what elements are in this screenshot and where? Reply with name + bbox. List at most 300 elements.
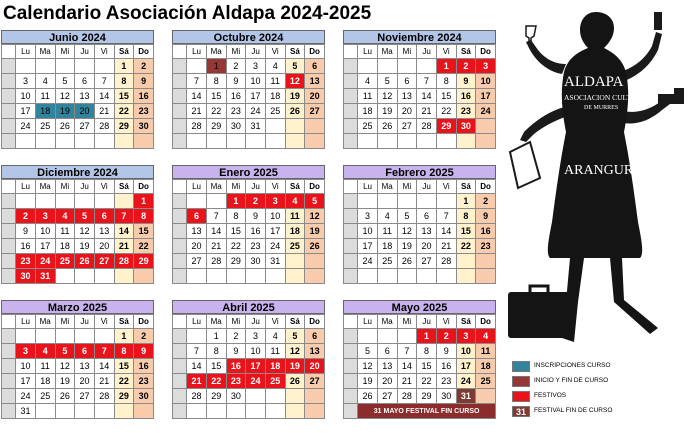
day-cell: 17 [246, 359, 266, 374]
empty-cell [285, 404, 305, 419]
empty-cell [397, 59, 417, 74]
day-cell: 2 [226, 59, 246, 74]
day-cell: 20 [305, 89, 325, 104]
day-cell: 14 [397, 359, 417, 374]
day-cell: 14 [206, 224, 226, 239]
day-cell: 18 [285, 224, 305, 239]
day-cell: 24 [358, 254, 378, 269]
logo-name: ALDAPA [564, 74, 624, 90]
day-cell: 20 [94, 239, 114, 254]
day-cell: 6 [75, 74, 95, 89]
row-edge [2, 209, 16, 224]
row-edge [173, 239, 187, 254]
empty-cell [94, 404, 114, 419]
day-cell: 5 [55, 74, 75, 89]
row-edge [2, 359, 16, 374]
weekday-header: Ju [75, 45, 95, 59]
empty-cell [206, 269, 226, 284]
day-cell: 29 [114, 119, 134, 134]
day-cell: 31 [246, 119, 266, 134]
empty-cell [187, 269, 207, 284]
day-cell: 5 [285, 59, 305, 74]
day-cell: 1 [114, 329, 134, 344]
day-cell: 22 [417, 374, 437, 389]
logo-subtitle: ASOCIACION CULTURAL [564, 93, 652, 102]
weekday-header: Ma [35, 45, 55, 59]
row-edge [344, 359, 358, 374]
weekday-header: Mi [397, 45, 417, 59]
row-edge [2, 344, 16, 359]
row-edge [173, 89, 187, 104]
empty-cell [55, 404, 75, 419]
empty-cell [134, 134, 154, 149]
day-cell: 12 [377, 89, 397, 104]
weekday-header: Vi [265, 315, 285, 329]
weekday-header: Ju [75, 180, 95, 194]
empty-cell [75, 269, 95, 284]
day-cell: 27 [377, 389, 397, 404]
day-cell: 7 [114, 209, 134, 224]
day-cell: 28 [436, 254, 456, 269]
day-cell: 19 [285, 89, 305, 104]
day-cell: 14 [114, 224, 134, 239]
day-cell: 11 [55, 224, 75, 239]
day-cell: 11 [476, 344, 496, 359]
weekday-header: Ma [377, 45, 397, 59]
empty-cell [246, 404, 266, 419]
row-edge [2, 404, 16, 419]
day-cell: 2 [134, 59, 154, 74]
weekday-header: Mi [55, 315, 75, 329]
weekday-header: Mi [226, 45, 246, 59]
day-cell: 22 [114, 374, 134, 389]
empty-cell [114, 269, 134, 284]
empty-cell [114, 404, 134, 419]
day-cell: 23 [16, 254, 36, 269]
row-edge [2, 180, 16, 194]
day-cell: 5 [358, 344, 378, 359]
empty-cell [265, 119, 285, 134]
day-cell: 28 [417, 119, 437, 134]
weekday-header: Vi [94, 180, 114, 194]
day-cell: 18 [35, 374, 55, 389]
empty-cell [114, 134, 134, 149]
row-edge [344, 404, 358, 419]
day-cell: 11 [35, 359, 55, 374]
day-cell: 1 [226, 194, 246, 209]
day-cell: 7 [94, 344, 114, 359]
day-cell: 23 [456, 104, 476, 119]
day-cell: 1 [436, 59, 456, 74]
day-cell: 7 [206, 209, 226, 224]
row-edge [2, 74, 16, 89]
month-octubre-2024 [172, 30, 325, 149]
day-cell: 4 [265, 329, 285, 344]
weekday-header: Ma [35, 315, 55, 329]
day-cell: 4 [265, 59, 285, 74]
empty-cell [377, 59, 397, 74]
day-cell: 23 [134, 104, 154, 119]
row-edge [2, 89, 16, 104]
day-cell: 27 [187, 254, 207, 269]
day-cell: 22 [134, 239, 154, 254]
day-cell: 23 [246, 239, 266, 254]
day-cell: 24 [246, 374, 266, 389]
day-cell: 9 [16, 224, 36, 239]
day-cell: 6 [94, 209, 114, 224]
day-cell: 4 [476, 329, 496, 344]
day-cell: 28 [94, 389, 114, 404]
day-cell: 24 [476, 104, 496, 119]
day-cell: 4 [377, 209, 397, 224]
legend-swatch [512, 391, 530, 402]
day-cell: 20 [187, 239, 207, 254]
day-cell: 26 [55, 119, 75, 134]
weekday-header: Lu [16, 45, 36, 59]
weekday-header: Ju [417, 315, 437, 329]
day-cell: 17 [16, 374, 36, 389]
day-cell: 13 [75, 359, 95, 374]
row-edge [173, 209, 187, 224]
day-cell: 1 [417, 329, 437, 344]
day-cell: 7 [94, 74, 114, 89]
empty-cell [358, 269, 378, 284]
day-cell: 8 [114, 344, 134, 359]
empty-cell [305, 119, 325, 134]
silhouette-logo [500, 2, 693, 352]
day-cell: 6 [305, 59, 325, 74]
day-cell: 17 [265, 224, 285, 239]
empty-cell [265, 269, 285, 284]
row-edge [2, 254, 16, 269]
empty-cell [94, 269, 114, 284]
day-cell: 6 [417, 209, 437, 224]
empty-cell [134, 269, 154, 284]
day-cell: 15 [417, 359, 437, 374]
day-cell: 21 [397, 374, 417, 389]
empty-cell [305, 389, 325, 404]
day-cell: 19 [305, 224, 325, 239]
empty-cell [265, 404, 285, 419]
day-cell: 24 [265, 239, 285, 254]
day-cell: 19 [55, 374, 75, 389]
day-cell: 28 [206, 254, 226, 269]
row-edge [173, 374, 187, 389]
weekday-header: Vi [94, 45, 114, 59]
day-cell: 21 [436, 239, 456, 254]
row-edge [344, 344, 358, 359]
day-cell: 31 [456, 389, 476, 404]
row-edge [344, 180, 358, 194]
day-cell: 29 [436, 119, 456, 134]
empty-cell [16, 329, 36, 344]
month-enero-2025 [172, 165, 325, 284]
month-title: Octubre 2024 [172, 30, 325, 44]
empty-cell [16, 59, 36, 74]
empty-cell [187, 59, 207, 74]
day-cell: 18 [55, 239, 75, 254]
row-edge [173, 45, 187, 59]
day-cell: 3 [476, 59, 496, 74]
month-title: Febrero 2025 [343, 165, 496, 179]
row-edge [344, 329, 358, 344]
day-cell: 11 [265, 74, 285, 89]
weekday-header: Vi [436, 45, 456, 59]
day-cell: 21 [206, 239, 226, 254]
empty-cell [358, 59, 378, 74]
day-cell: 7 [436, 209, 456, 224]
day-cell: 1 [206, 329, 226, 344]
day-cell: 9 [476, 209, 496, 224]
row-edge [2, 59, 16, 74]
day-cell: 28 [114, 254, 134, 269]
weekday-header: Mi [397, 180, 417, 194]
weekday-header: Do [476, 180, 496, 194]
empty-cell [358, 194, 378, 209]
weekday-header: Ma [206, 45, 226, 59]
day-cell: 2 [456, 59, 476, 74]
row-edge [2, 119, 16, 134]
day-cell: 22 [456, 239, 476, 254]
day-cell: 10 [16, 89, 36, 104]
day-cell: 16 [226, 89, 246, 104]
day-cell: 11 [358, 89, 378, 104]
day-cell: 30 [226, 119, 246, 134]
empty-cell [16, 134, 36, 149]
row-edge [2, 239, 16, 254]
day-cell: 23 [436, 374, 456, 389]
empty-cell [456, 134, 476, 149]
day-cell: 15 [134, 224, 154, 239]
day-cell: 31 [265, 254, 285, 269]
day-cell: 9 [436, 344, 456, 359]
day-cell: 13 [305, 344, 325, 359]
month-title: Enero 2025 [172, 165, 325, 179]
empty-cell [35, 134, 55, 149]
logo-place: ARANGUREN [564, 163, 652, 178]
empty-cell [285, 254, 305, 269]
legend-label: INICIO Y FIN DE CURSO [534, 377, 609, 384]
day-cell: 13 [305, 74, 325, 89]
day-cell: 13 [397, 89, 417, 104]
empty-cell [305, 134, 325, 149]
day-cell: 26 [285, 374, 305, 389]
day-cell: 30 [226, 389, 246, 404]
day-cell: 14 [187, 89, 207, 104]
weekday-header: Ju [417, 45, 437, 59]
day-cell: 22 [226, 239, 246, 254]
empty-cell [187, 194, 207, 209]
row-edge [344, 59, 358, 74]
empty-cell [187, 404, 207, 419]
empty-cell [246, 269, 266, 284]
row-edge [173, 269, 187, 284]
weekday-header: Lu [187, 45, 207, 59]
day-cell: 23 [476, 239, 496, 254]
empty-cell [397, 134, 417, 149]
day-cell: 12 [75, 224, 95, 239]
day-cell: 12 [358, 359, 378, 374]
day-cell: 9 [456, 74, 476, 89]
day-cell: 25 [285, 239, 305, 254]
day-cell: 19 [397, 239, 417, 254]
day-cell: 11 [265, 344, 285, 359]
day-cell: 23 [226, 374, 246, 389]
day-cell: 7 [187, 344, 207, 359]
day-cell: 22 [436, 104, 456, 119]
empty-cell [436, 269, 456, 284]
day-cell: 25 [35, 119, 55, 134]
day-cell: 25 [358, 119, 378, 134]
weekday-header: Sá [285, 315, 305, 329]
empty-cell [94, 329, 114, 344]
weekday-header: Vi [265, 45, 285, 59]
weekday-header: Sá [456, 180, 476, 194]
row-edge [173, 194, 187, 209]
day-cell: 6 [305, 329, 325, 344]
weekday-header: Ma [206, 180, 226, 194]
day-cell: 4 [55, 209, 75, 224]
day-cell: 5 [55, 344, 75, 359]
day-cell: 25 [377, 254, 397, 269]
weekday-header: Do [134, 315, 154, 329]
weekday-header: Do [305, 45, 325, 59]
weekday-header: Lu [16, 315, 36, 329]
day-cell: 1 [134, 194, 154, 209]
empty-cell [397, 269, 417, 284]
day-cell: 11 [35, 89, 55, 104]
day-cell: 3 [16, 74, 36, 89]
day-cell: 15 [436, 89, 456, 104]
empty-cell [285, 269, 305, 284]
day-cell: 20 [75, 374, 95, 389]
empty-cell [226, 134, 246, 149]
legend-swatch: 31 [512, 406, 530, 417]
day-cell: 5 [285, 329, 305, 344]
row-edge [173, 329, 187, 344]
row-edge [2, 389, 16, 404]
row-edge [344, 45, 358, 59]
day-cell: 9 [134, 344, 154, 359]
day-cell: 3 [35, 209, 55, 224]
month-febrero-2025 [343, 165, 496, 284]
row-edge [344, 239, 358, 254]
day-cell: 10 [246, 74, 266, 89]
day-cell: 14 [94, 359, 114, 374]
day-cell: 19 [55, 104, 75, 119]
day-cell: 18 [265, 89, 285, 104]
empty-cell [35, 404, 55, 419]
row-edge [173, 254, 187, 269]
day-cell: 3 [246, 59, 266, 74]
weekday-header: Sá [285, 180, 305, 194]
day-cell: 25 [265, 374, 285, 389]
row-edge [173, 359, 187, 374]
weekday-header: Sá [285, 45, 305, 59]
row-edge [344, 74, 358, 89]
page-title: Calendario Asociación Aldapa 2024-2025 [3, 3, 372, 24]
empty-cell [397, 194, 417, 209]
row-edge [344, 119, 358, 134]
empty-cell [114, 194, 134, 209]
day-cell: 16 [226, 359, 246, 374]
day-cell: 4 [358, 74, 378, 89]
empty-cell [436, 194, 456, 209]
legend-label: INSCRIPCIONES CURSO [534, 362, 611, 369]
month-title: Diciembre 2024 [1, 165, 154, 179]
day-cell: 25 [35, 389, 55, 404]
empty-cell [55, 269, 75, 284]
day-cell: 17 [246, 89, 266, 104]
empty-cell [246, 389, 266, 404]
weekday-header: Sá [456, 315, 476, 329]
month-title: Mayo 2025 [343, 300, 496, 314]
day-cell: 13 [75, 89, 95, 104]
weekday-header: Ma [377, 315, 397, 329]
weekday-header: Do [305, 180, 325, 194]
day-cell: 10 [358, 224, 378, 239]
row-edge [344, 374, 358, 389]
day-cell: 21 [94, 374, 114, 389]
day-cell: 21 [187, 104, 207, 119]
day-cell: 3 [456, 329, 476, 344]
day-cell: 8 [114, 74, 134, 89]
weekday-header: Mi [55, 45, 75, 59]
row-edge [173, 315, 187, 329]
day-cell: 25 [476, 374, 496, 389]
day-cell: 5 [305, 194, 325, 209]
day-cell: 1 [456, 194, 476, 209]
weekday-header: Do [476, 45, 496, 59]
day-cell: 4 [35, 344, 55, 359]
day-cell: 31 [16, 404, 36, 419]
empty-cell [476, 254, 496, 269]
empty-cell [265, 134, 285, 149]
row-edge [173, 74, 187, 89]
day-cell: 20 [377, 374, 397, 389]
festival-banner: 31 MAYO FESTIVAL FIN CURSO [358, 404, 496, 419]
weekday-header: Lu [358, 315, 378, 329]
row-edge [173, 119, 187, 134]
weekday-header: Ju [246, 180, 266, 194]
day-cell: 17 [35, 239, 55, 254]
day-cell: 9 [246, 209, 266, 224]
day-cell: 28 [397, 389, 417, 404]
row-edge [2, 374, 16, 389]
weekday-header: Do [305, 315, 325, 329]
empty-cell [134, 404, 154, 419]
empty-cell [436, 134, 456, 149]
day-cell: 29 [417, 389, 437, 404]
empty-cell [94, 194, 114, 209]
day-cell: 10 [265, 209, 285, 224]
day-cell: 2 [16, 209, 36, 224]
day-cell: 16 [456, 89, 476, 104]
day-cell: 6 [397, 74, 417, 89]
day-cell: 27 [305, 104, 325, 119]
empty-cell [377, 329, 397, 344]
empty-cell [206, 404, 226, 419]
day-cell: 8 [226, 209, 246, 224]
weekday-header: Ma [35, 180, 55, 194]
empty-cell [206, 134, 226, 149]
row-edge [344, 224, 358, 239]
day-cell: 4 [285, 194, 305, 209]
empty-cell [417, 194, 437, 209]
empty-cell [55, 134, 75, 149]
day-cell: 12 [397, 224, 417, 239]
day-cell: 14 [436, 224, 456, 239]
